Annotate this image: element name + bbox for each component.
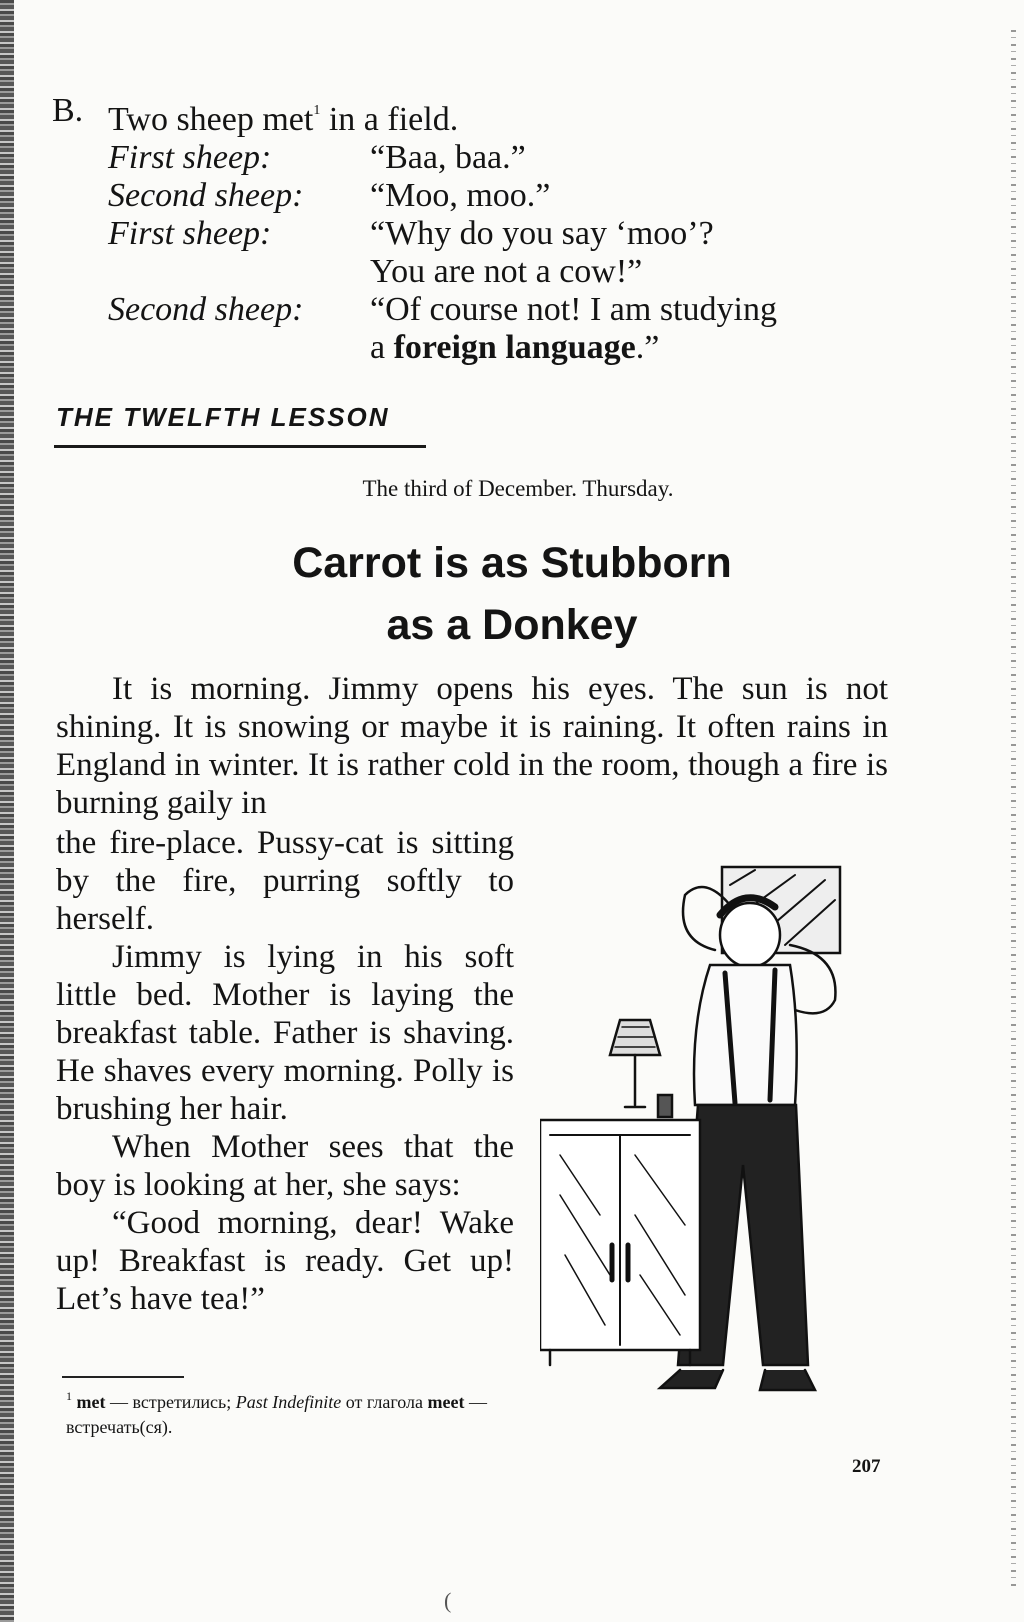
man-shaving-at-mirror-illustration	[540, 855, 890, 1420]
speaker-text: “Why do you say ‘moo’?	[370, 215, 714, 252]
exercise-letter: B.	[52, 92, 84, 129]
story-paragraph: “Good morning, dear! Wake up! Breakfast is ready. Get up! Let’s have tea!”	[56, 1205, 514, 1317]
speaker-label: First sheep:	[108, 139, 272, 176]
sheep-dialogue	[52, 92, 777, 367]
heading-underline	[54, 445, 426, 448]
dialogue-intro: Two sheep met$^1$ in a field.	[108, 101, 459, 138]
speaker-text: You are not a cow!”	[370, 253, 643, 290]
page-right-edge	[1011, 30, 1016, 1590]
dialogue-intro-row	[52, 92, 777, 139]
dialogue-line	[52, 177, 777, 215]
page-number: 207	[852, 1456, 881, 1477]
dialogue-line	[52, 215, 777, 253]
story-paragraph: the fire-place. Pussy-cat is sitting by the fire, purring softly to herself.	[56, 825, 514, 937]
story-paragraph: It is morning. Jimmy opens his eyes. The sun is not shining. It is snowing or maybe it is raining. It often rains in England in winter. It is rather cold in the room, though a fire is burning gaily in	[56, 671, 888, 821]
lesson-heading: THE TWELFTH LESSON	[56, 402, 390, 432]
page-binding-edge	[0, 0, 14, 1622]
lesson-date: The third of December. Thursday.	[362, 476, 674, 501]
dialogue-line	[52, 139, 777, 177]
footnote-mark: 1	[313, 103, 321, 118]
dialogue-line	[52, 329, 777, 367]
story-column	[56, 824, 514, 1318]
stray-mark: (	[444, 1588, 452, 1613]
story-paragraph: Jimmy is lying in his soft little bed. Mother is laying the breakfast table. Father is shaving. He shaves every morning. Polly is brushing her hair.	[56, 939, 514, 1127]
vocab-bold: foreign language	[393, 329, 636, 366]
footnote-divider	[62, 1376, 184, 1378]
dialogue-line	[52, 291, 777, 329]
story-paragraph: When Mother sees that the boy is looking at her, she says:	[56, 1129, 514, 1203]
speaker-text: “Baa, baa.”	[370, 139, 526, 176]
speaker-text: “Of course not! I am studying	[370, 291, 777, 328]
speaker-label: Second sheep:	[108, 177, 304, 214]
story-title: Carrot is as Stubborn as a Donkey	[292, 539, 732, 649]
speaker-label: Second sheep:	[108, 291, 304, 328]
dialogue-line	[52, 253, 777, 291]
speaker-text-final: a foreign language.”	[370, 329, 660, 366]
speaker-label	[108, 253, 370, 291]
speaker-text: “Moo, moo.”	[370, 177, 551, 214]
speaker-label: First sheep:	[108, 215, 272, 252]
footnote: $^1$ met — встретились; Past Indefinite от глагола meet — встречать(ся).	[66, 1389, 487, 1437]
